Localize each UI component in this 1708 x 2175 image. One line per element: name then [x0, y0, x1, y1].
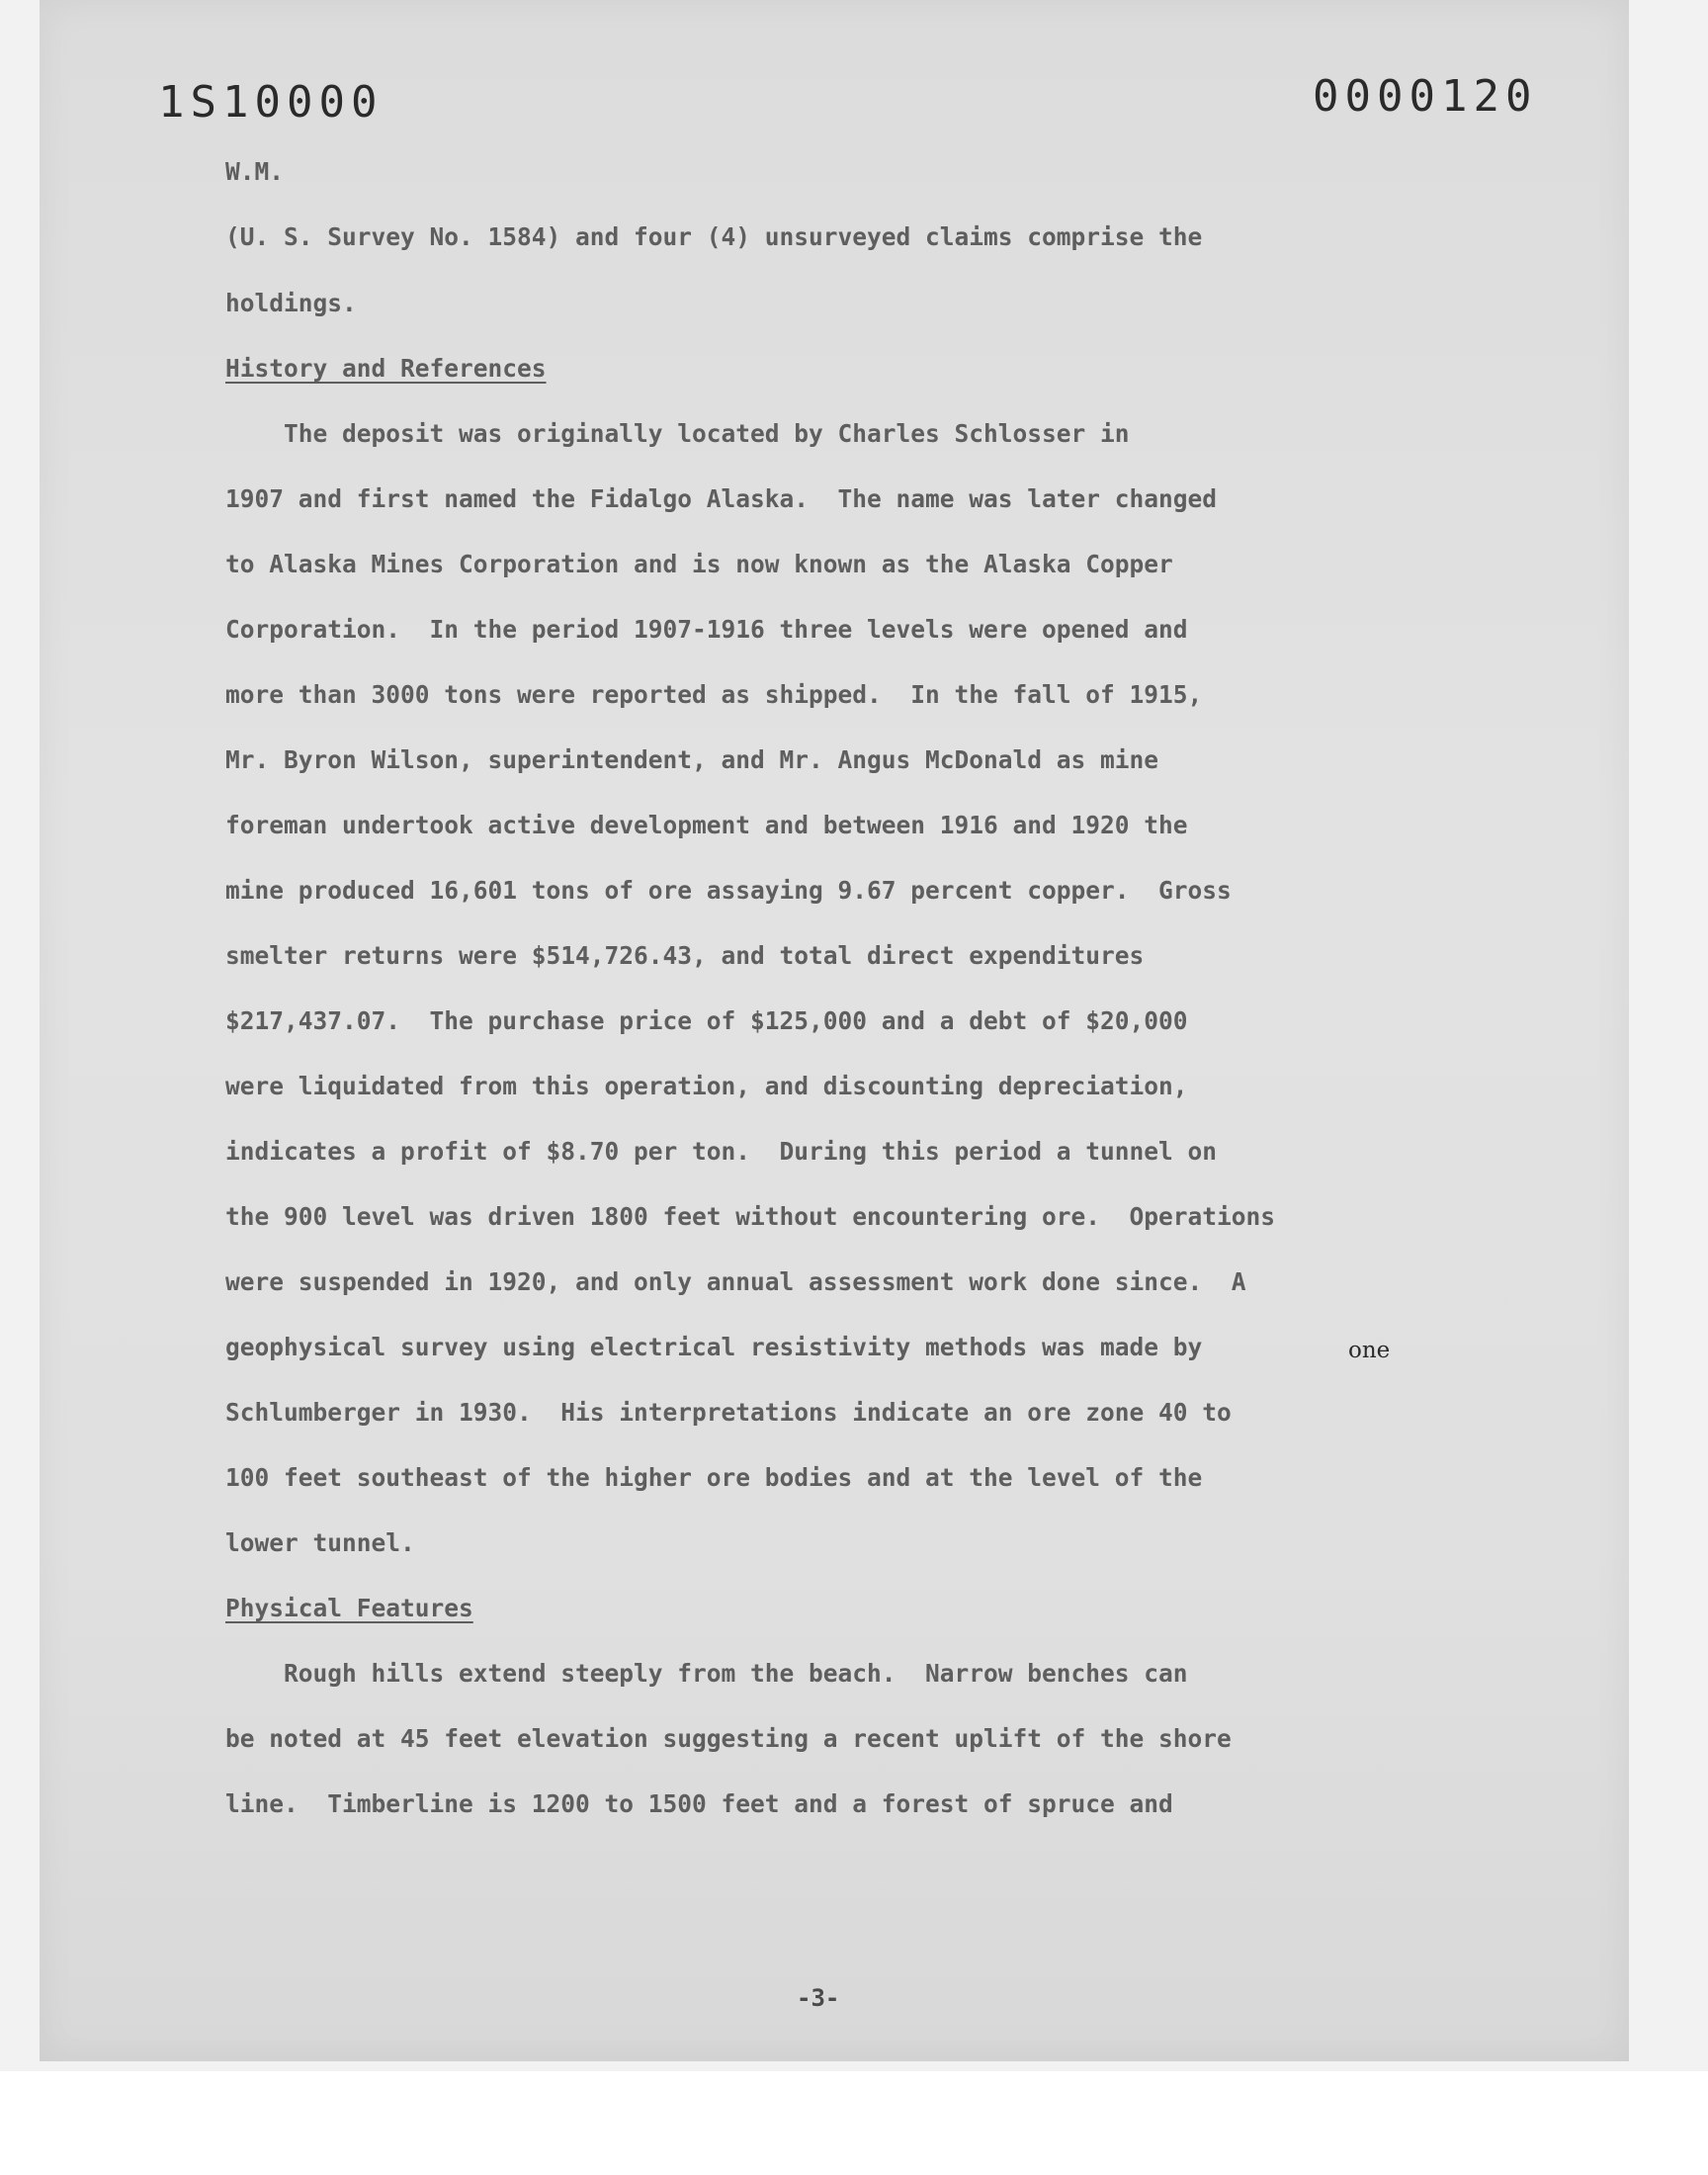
text-line: mine produced 16,601 tons of ore assaying 9.67 percent copper. Gross	[225, 876, 1232, 905]
text-line: Schlumberger in 1930. His interpretations indicate an ore zone 40 to	[225, 1398, 1232, 1427]
section-heading-history: History and References	[225, 354, 547, 383]
text-line: Corporation. In the period 1907-1916 three levels were opened and	[225, 615, 1188, 644]
text-line: foreman undertook active development and between 1916 and 1920 the	[225, 811, 1188, 839]
text-line: were suspended in 1920, and only annual assessment work done since. A	[225, 1267, 1246, 1296]
text-line: geophysical survey using electrical resistivity methods was made by	[225, 1333, 1203, 1361]
text-line: lower tunnel.	[225, 1528, 415, 1557]
text-line: the 900 level was driven 1800 feet without encountering ore. Operations	[225, 1202, 1276, 1231]
document-id-stamp-left: 1S10000	[158, 77, 384, 128]
text-line: 100 feet southeast of the higher ore bodies and at the level of the	[225, 1463, 1203, 1492]
text-line: more than 3000 tons were reported as shipped. In the fall of 1915,	[225, 680, 1203, 709]
text-line: W.M.	[225, 157, 285, 186]
text-line: to Alaska Mines Corporation and is now known as the Alaska Copper	[225, 550, 1173, 578]
text-line: $217,437.07. The purchase price of $125,000 and a debt of $20,000	[225, 1006, 1188, 1035]
text-line: (U. S. Survey No. 1584) and four (4) unsurveyed claims comprise the	[225, 222, 1203, 251]
text-line: indicates a profit of $8.70 per ton. During this period a tunnel on	[225, 1137, 1218, 1166]
text-line: 1907 and first named the Fidalgo Alaska. The name was later changed	[225, 484, 1218, 513]
text-line: were liquidated from this operation, and discounting depreciation,	[225, 1072, 1188, 1100]
text-line: The deposit was originally located by Charles Schlosser in	[225, 419, 1130, 448]
page-number: -3-	[797, 1984, 840, 2012]
text-line: smelter returns were $514,726.43, and total direct expenditures	[225, 941, 1145, 970]
text-line: Rough hills extend steeply from the beach. Narrow benches can	[225, 1659, 1188, 1688]
page-id-stamp-right: 0000120	[1313, 71, 1538, 122]
text-line: holdings.	[225, 289, 357, 317]
text-line: line. Timberline is 1200 to 1500 feet and a forest of spruce and	[225, 1789, 1173, 1818]
text-line: Mr. Byron Wilson, superintendent, and Mr. Angus McDonald as mine	[225, 745, 1159, 774]
inserted-word: one	[1348, 1338, 1391, 1363]
text-line: be noted at 45 feet elevation suggesting a recent uplift of the shore	[225, 1724, 1232, 1753]
section-heading-physical: Physical Features	[225, 1594, 473, 1622]
